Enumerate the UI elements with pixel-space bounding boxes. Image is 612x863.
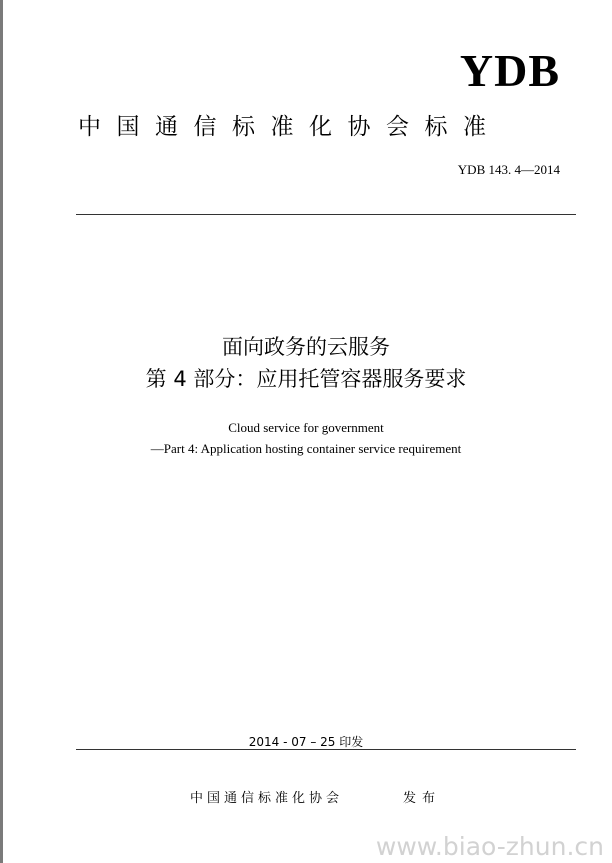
standard-number: YDB 143. 4—2014 <box>457 162 560 177</box>
standard-type-heading: 中国通信标准化协会标准 <box>78 114 502 140</box>
title-english-line-1: Cloud service for government <box>228 420 384 435</box>
title-chinese-line-1: 面向政务的云服务 <box>222 335 390 359</box>
title-english-line-2: —Part 4: Application hosting container service requirement <box>150 441 462 456</box>
ydb-logo: YDB <box>459 45 560 96</box>
publish-label: 发布 <box>403 791 442 806</box>
header-divider <box>76 214 576 215</box>
issue-date: 2014 - 07 – 25 印发 <box>248 735 364 749</box>
site-watermark: www.biao-zhun.cn <box>375 832 604 861</box>
publisher-name: 中国通信标准化协会 <box>190 791 344 806</box>
title-chinese-line-2: 第 4 部分：应用托管容器服务要求 <box>145 367 467 391</box>
footer-divider <box>76 749 576 750</box>
